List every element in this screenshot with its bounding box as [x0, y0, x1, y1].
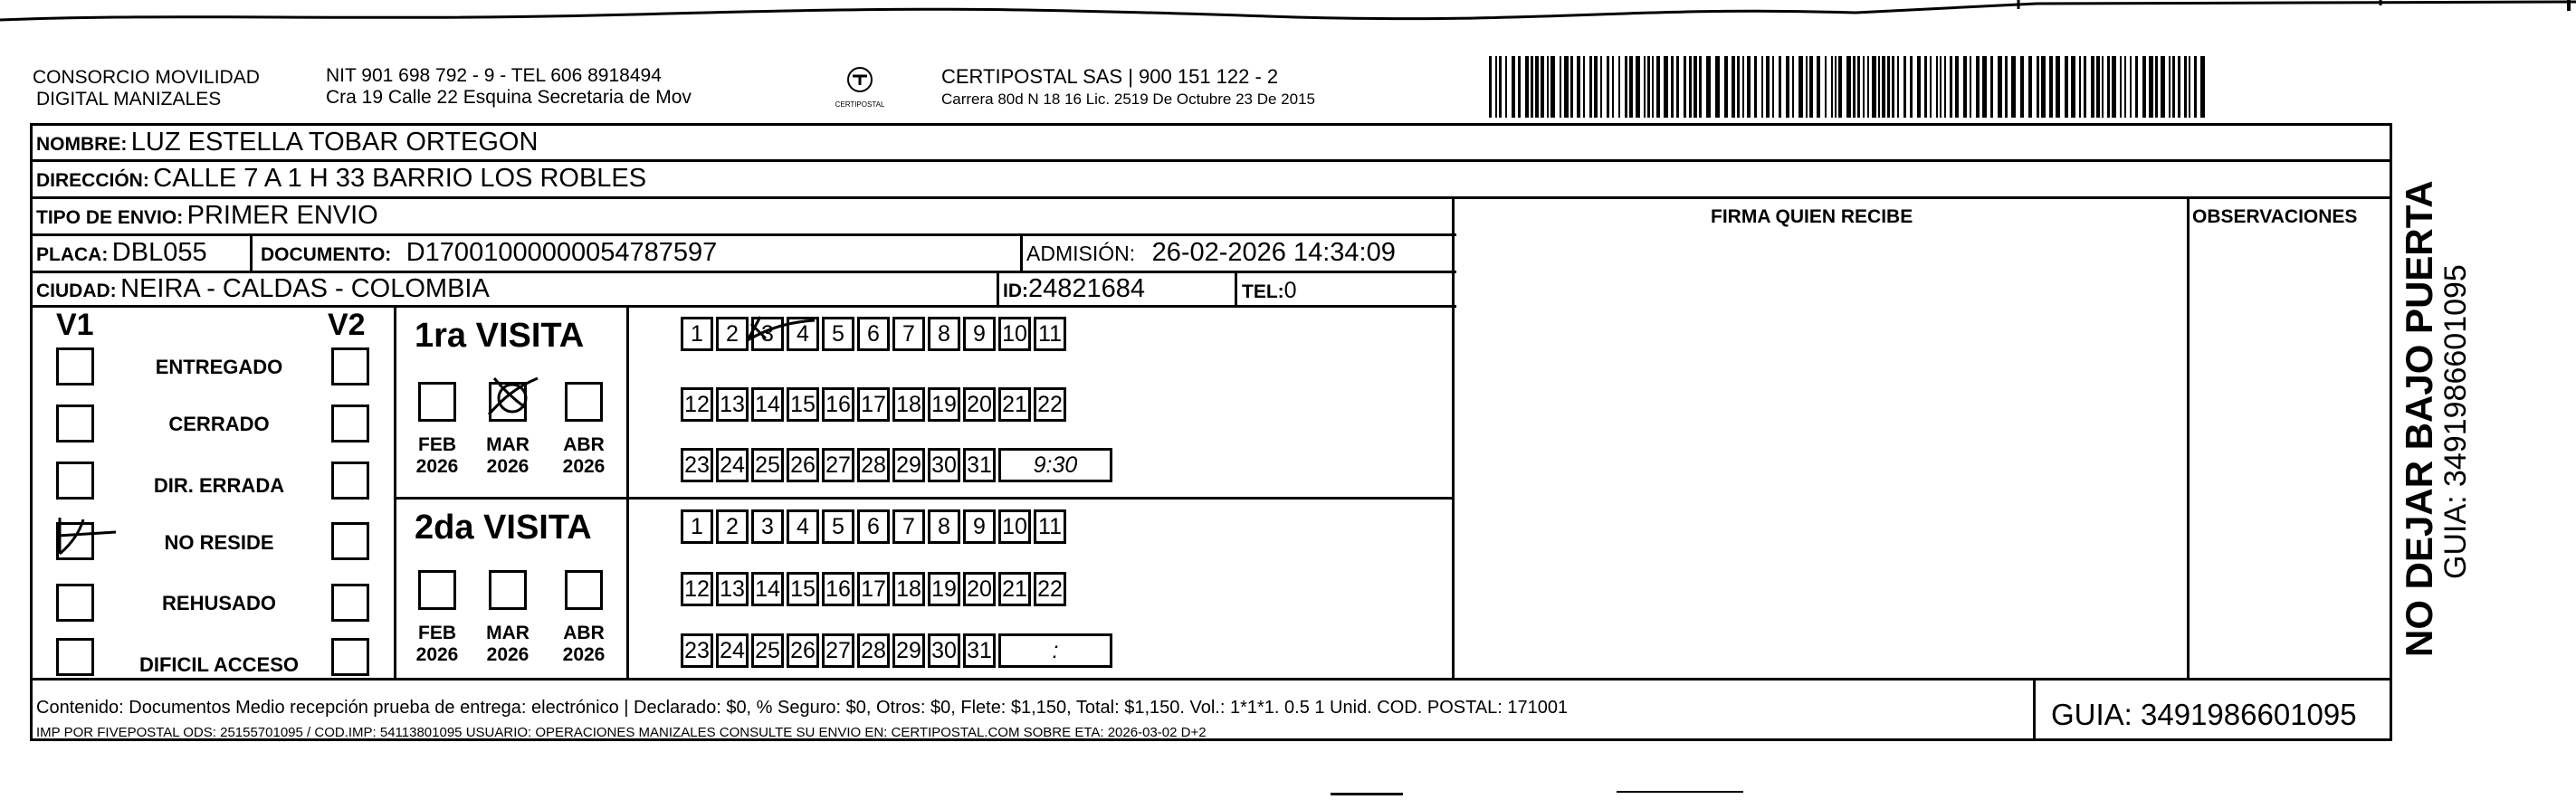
status-label: CERRADO [168, 413, 270, 435]
tel-field: TEL:0 [1242, 278, 1297, 303]
day-box[interactable]: 13 [716, 572, 749, 606]
second-visit-title: 2da VISITA [415, 509, 592, 547]
v2-checkbox[interactable] [331, 584, 369, 622]
day-box[interactable]: 24 [716, 448, 749, 482]
day-box[interactable]: 11 [1034, 317, 1066, 351]
v2-checkbox[interactable] [331, 347, 369, 385]
status-label: DIR. ERRADA [153, 474, 285, 497]
day-box[interactable]: 14 [751, 387, 784, 422]
v1-checkbox[interactable] [56, 638, 94, 676]
day-box[interactable]: 6 [857, 509, 890, 544]
placa-field: PLACA: DBL055 [36, 238, 207, 267]
day-box[interactable]: 18 [892, 387, 925, 422]
day-box[interactable]: 5 [822, 317, 854, 351]
day-box[interactable]: 26 [787, 448, 819, 482]
month-label: MAR 2026 [486, 623, 530, 665]
v1-checkbox[interactable] [56, 462, 94, 500]
day-box[interactable]: 7 [892, 317, 925, 351]
v1-label: V1 [56, 308, 94, 342]
v2-checkbox[interactable] [331, 638, 369, 676]
courier-info: CERTIPOSTAL SAS | 900 151 122 - 2 Carrera 80d N 18 16 Lic. 2519 De Octubre 23 De 2015 [941, 65, 1315, 108]
day-box[interactable]: 21 [998, 572, 1031, 606]
day-box[interactable]: 25 [751, 448, 784, 482]
day-box[interactable]: 26 [787, 633, 819, 668]
day-box[interactable]: 8 [928, 317, 960, 351]
day-box[interactable]: 27 [822, 448, 854, 482]
day-box[interactable]: 20 [963, 572, 996, 606]
month-checkbox[interactable] [418, 570, 456, 610]
no-dejar-bajo-puerta: NO DEJAR BAJO PUERTA [2398, 180, 2440, 657]
nombre-row: NOMBRE: LUZ ESTELLA TOBAR ORTEGON [36, 128, 539, 157]
day-box[interactable]: 10 [998, 509, 1031, 544]
tipo-envio-row: TIPO DE ENVIO: PRIMER ENVIO [36, 201, 378, 230]
day-box[interactable]: 29 [892, 448, 925, 482]
company-nit: NIT 901 698 792 - 9 - TEL 606 8918494 Cra 19 Calle 22 Esquina Secretaria de Mov [326, 65, 692, 108]
day-box[interactable]: 3 [751, 509, 784, 544]
day-box[interactable]: 31 [963, 633, 996, 668]
day-box[interactable]: 24 [716, 633, 749, 668]
status-label: REHUSADO [162, 592, 276, 614]
day-box[interactable]: 3 [751, 317, 784, 351]
barcode [1489, 56, 2213, 118]
day-box[interactable]: 4 [787, 317, 819, 351]
day-box[interactable]: 11 [1034, 509, 1066, 544]
time-box[interactable]: 9:30 [998, 448, 1112, 482]
status-label: ENTREGADO [155, 356, 283, 378]
v1-checkbox[interactable] [56, 404, 94, 443]
day-box[interactable]: 7 [892, 509, 925, 544]
direccion-row: DIRECCIÓN: CALLE 7 A 1 H 33 BARRIO LOS ROBLES [36, 164, 647, 193]
day-box[interactable]: 9 [963, 509, 996, 544]
day-box[interactable]: 19 [928, 572, 960, 606]
day-box[interactable]: 12 [681, 572, 713, 606]
id-field: ID:24821684 [1003, 274, 1146, 303]
month-label: FEB 2026 [415, 623, 459, 665]
v2-label: V2 [328, 308, 366, 342]
day-box[interactable]: 2 [716, 317, 749, 351]
v2-checkbox[interactable] [331, 462, 369, 500]
v1-checkbox[interactable] [56, 347, 94, 385]
day-box[interactable]: 23 [681, 448, 713, 482]
status-label: NO RESIDE [164, 531, 274, 554]
imp-line: IMP POR FIVEPOSTAL ODS: 25155701095 / COD.IMP: 54113801095 USUARIO: OPERACIONES MANIZALES CONSULTE SU ENVIO EN: CERTIPOSTAL.COM SOBRE ETA: 2026-03-02 D+2 [36, 725, 1207, 740]
day-box[interactable]: 10 [998, 317, 1031, 351]
month-label: MAR 2026 [486, 434, 530, 477]
day-box[interactable]: 22 [1034, 572, 1066, 606]
day-box[interactable]: 14 [751, 572, 784, 606]
admision-field: ADMISIÓN: 26-02-2026 14:34:09 [1026, 238, 1396, 267]
v2-checkbox[interactable] [331, 522, 369, 560]
firma-header: FIRMA QUIEN RECIBE [1711, 206, 1913, 227]
day-box[interactable]: 28 [857, 448, 890, 482]
day-box[interactable]: 12 [681, 387, 713, 422]
ciudad-field: CIUDAD: NEIRA - CALDAS - COLOMBIA [36, 274, 490, 303]
first-visit-title: 1ra VISITA [415, 317, 585, 355]
day-box[interactable]: 9 [963, 317, 996, 351]
day-box[interactable]: 28 [857, 633, 890, 668]
month-checkbox[interactable] [565, 570, 603, 610]
month-checkbox[interactable] [489, 570, 527, 610]
month-checkbox[interactable] [489, 382, 527, 422]
day-box[interactable]: 29 [892, 633, 925, 668]
day-box[interactable]: 15 [787, 572, 819, 606]
status-label: DIFICIL ACCESO [138, 653, 299, 676]
day-box[interactable]: 31 [963, 448, 996, 482]
contenido-line: Contenido: Documentos Medio recepción prueba de entrega: electrónico | Declarado: $0, % Seguro: $0, Otros: $0, Flete: $1,150, Total: $1,150. Vol.: 1*1*1. 0.5 1 Unid. COD. POSTAL: 171001 [36, 698, 1569, 718]
day-box[interactable]: 13 [716, 387, 749, 422]
shipment-form [30, 123, 2392, 741]
day-box[interactable]: 22 [1034, 387, 1066, 422]
day-box[interactable]: 30 [928, 448, 960, 482]
day-box[interactable]: 27 [822, 633, 854, 668]
day-box[interactable]: 8 [928, 509, 960, 544]
day-box[interactable]: 23 [681, 633, 713, 668]
day-box[interactable]: 5 [822, 509, 854, 544]
day-box[interactable]: 16 [822, 572, 854, 606]
month-checkbox[interactable] [418, 382, 456, 422]
v1-checkbox[interactable] [56, 584, 94, 622]
documento-field: DOCUMENTO: D17001000000054787597 [261, 238, 718, 267]
month-label: ABR 2026 [562, 623, 606, 665]
month-label: ABR 2026 [562, 434, 606, 477]
day-box[interactable]: 20 [963, 387, 996, 422]
top-scan-edge [0, 0, 2576, 27]
day-box[interactable]: 6 [857, 317, 890, 351]
day-box[interactable]: 25 [751, 633, 784, 668]
bottom-scan-edge [1331, 793, 1403, 795]
day-box[interactable]: 18 [892, 572, 925, 606]
day-box[interactable]: 17 [857, 387, 890, 422]
guia-box: GUIA: 3491986601095 [2051, 698, 2357, 731]
certipostal-logo: CERTIPOSTAL [833, 65, 887, 110]
logo-mark-icon [833, 65, 887, 96]
day-box[interactable]: 21 [998, 387, 1031, 422]
time-box[interactable]: : [998, 633, 1112, 668]
day-box[interactable]: 19 [928, 387, 960, 422]
day-box[interactable]: 30 [928, 633, 960, 668]
observaciones-header: OBSERVACIONES [2192, 206, 2358, 227]
day-box[interactable]: 16 [822, 387, 854, 422]
side-guia: GUIA: 3491986601095 [2438, 264, 2473, 579]
day-box[interactable]: 1 [681, 317, 713, 351]
v2-checkbox[interactable] [331, 404, 369, 443]
day-box[interactable]: 1 [681, 509, 713, 544]
day-box[interactable]: 17 [857, 572, 890, 606]
v1-checkbox[interactable] [56, 522, 94, 560]
company-name: CONSORCIO MOVILIDAD DIGITAL MANIZALES [33, 67, 260, 109]
day-box[interactable]: 15 [787, 387, 819, 422]
day-box[interactable]: 4 [787, 509, 819, 544]
month-label: FEB 2026 [415, 434, 459, 477]
day-box[interactable]: 2 [716, 509, 749, 544]
month-checkbox[interactable] [565, 382, 603, 422]
